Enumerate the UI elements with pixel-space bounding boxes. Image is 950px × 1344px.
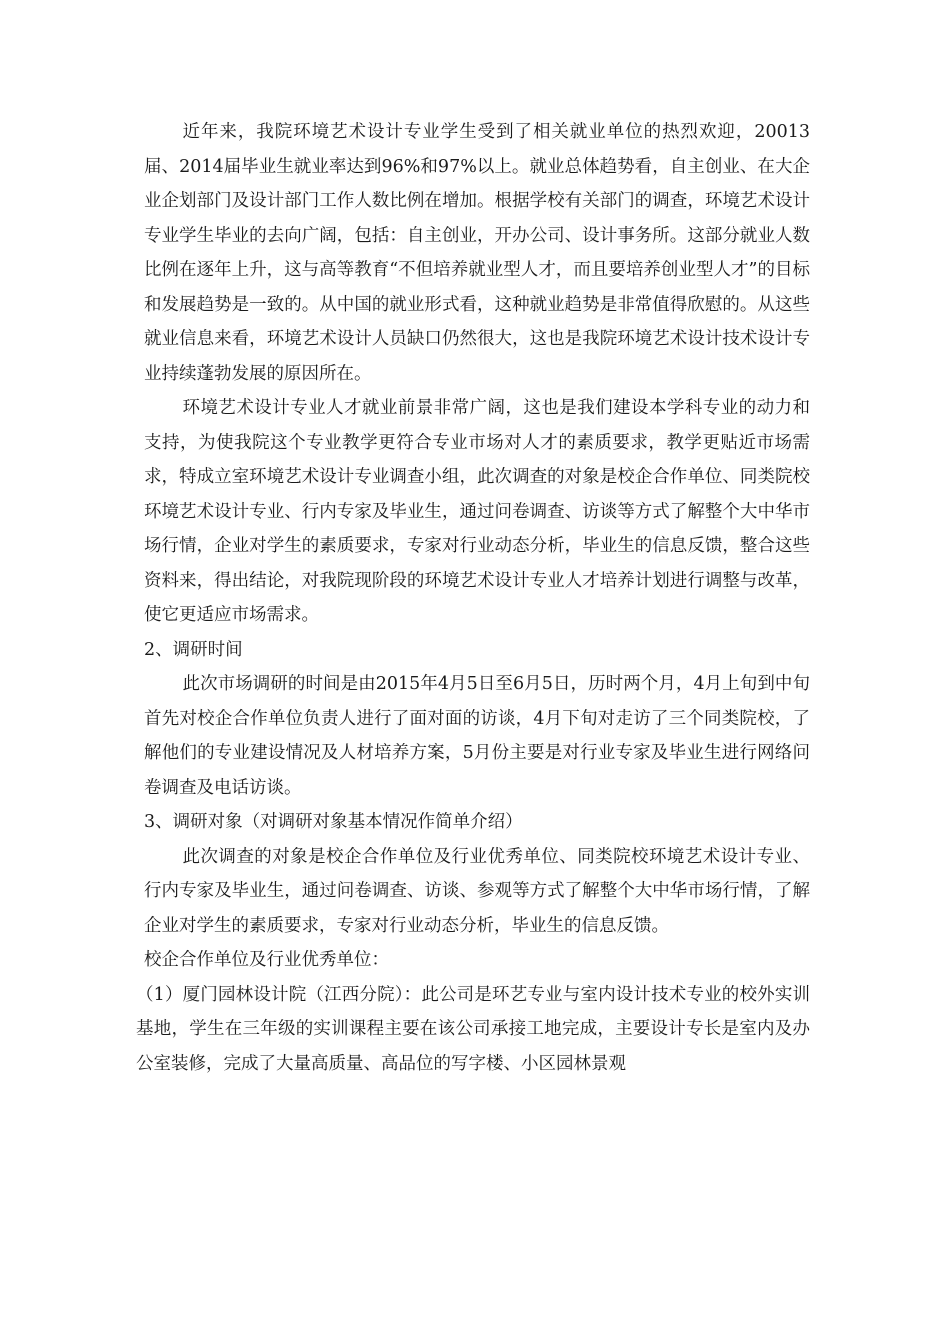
list-item-xiamen-landscape: （1）厦门园林设计院（江西分院）：此公司是环艺专业与室内设计技术专业的校外实训基地，学生在三年级的实训课程主要在该公司承接工地完成，主要设计专长是室内及办公室装修，完成了大量高质量、高品位的写字楼、小区园林景观 [136, 984, 810, 1074]
paragraph-survey-purpose: 环境艺术设计专业人才就业前景非常广阔，这也是我们建设本学科专业的动力和支持，为使我院这个专业教学更符合专业市场对人才的素质要求，教学更贴近市场需求，特成立室环境艺术设计专业调查小组，此次调查的对象是校企合作单位、同类院校环境艺术设计专业、行内专家及毕业生，通过问卷调查、访谈等方式了解整个大中华市场行情，企业对学生的素质要求，专家对行业动态分析，毕业生的信息反馈，整合这些资料来，得出结论，对我院现阶段的环境艺术设计专业人才培养计划进行调整与改革，使它更适应市场需求。 [144, 398, 810, 625]
heading-survey-subjects: 3、调研对象（对调研对象基本情况作简单介绍） [144, 812, 523, 832]
heading-survey-time: 2、调研时间 [144, 639, 243, 660]
document-body [136, 115, 810, 1081]
paragraph-survey-time: 此次市场调研的时间是由2015年4月5日至6月5日，历时两个月，4月上旬到中旬首先对校企合作单位负责人进行了面对面的访谈，4月下旬对走访了三个同类院校，了解他们的专业建设情况及人材培养方案，5月份主要是对行业专家及毕业生进行网络问卷调查及电话访谈。 [144, 674, 810, 798]
heading-partner-units: 校企合作单位及行业优秀单位： [144, 950, 389, 970]
paragraph-employment-intro: 近年来，我院环境艺术设计专业学生受到了相关就业单位的热烈欢迎，20013届、2014届毕业生就业率达到96%和97%以上。就业总体趋势看，自主创业、在大企业企划部门及设计部门工作人数比例在增加。根据学校有关部门的调查，环境艺术设计专业学生毕业的去向广阔，包括：自主创业，开办公司、设计事务所。这部分就业人数比例在逐年上升，这与高等教育“不但培养就业型人才，而且要培养创业型人才”的目标和发展趋势是一致的。从中国的就业形式看，这种就业趋势是非常值得欣慰的。从这些就业信息来看，环境艺术设计人员缺口仍然很大，这也是我院环境艺术设计技术设计专业持续蓬勃发展的原因所在。 [144, 122, 810, 384]
paragraph-survey-subjects: 此次调查的对象是校企合作单位及行业优秀单位、同类院校环境艺术设计专业、行内专家及毕业生，通过问卷调查、访谈、参观等方式了解整个大中华市场行情，了解企业对学生的素质要求，专家对行业动态分析，毕业生的信息反馈。 [144, 846, 810, 936]
